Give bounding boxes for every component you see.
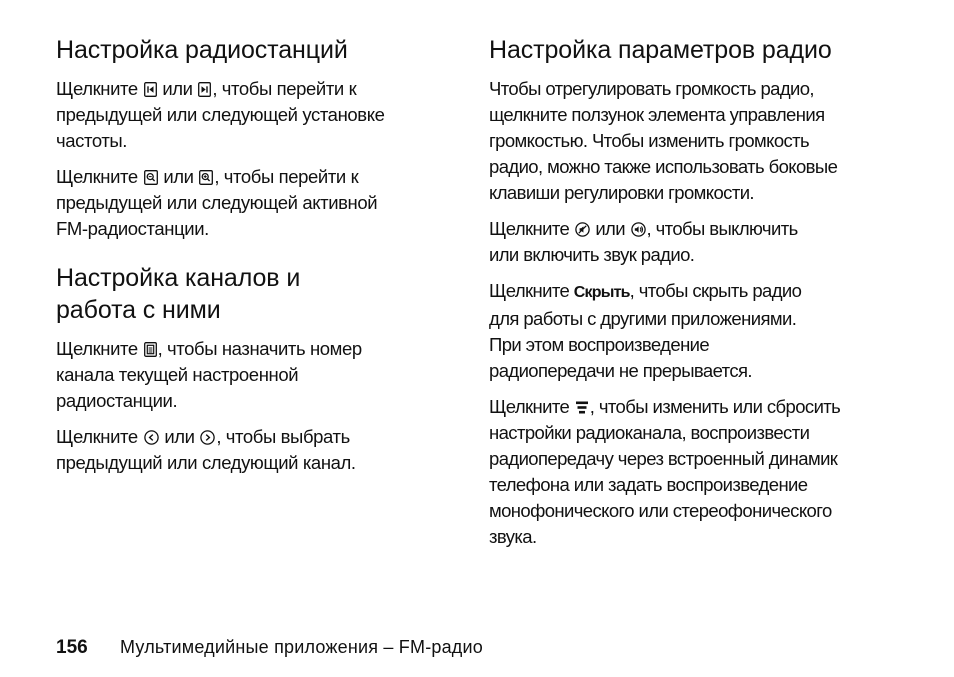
paragraph-seek-frequency: Щелкните или , чтобы перейти к предыдущей или следующей установке частоты. — [56, 78, 385, 151]
running-title: Мультимедийные приложения – FM-радио — [120, 637, 483, 657]
paragraph-volume: Чтобы отрегулировать громкость радио, щелкните ползунок элемента управления громкостью. Чтобы изменить громкость радио, можно также использовать боковые клавиши регулировки громкости. — [489, 78, 838, 203]
paragraph-seek-station: Щелкните или , чтобы перейти к предыдущей или следующей активной FM-радиостанции. — [56, 166, 378, 239]
scan-forward-icon — [199, 170, 213, 185]
heading-radio-settings: Настройка параметров радио — [489, 36, 832, 64]
paragraph-mute: Щелкните или , чтобы выключить или включить звук радио. — [489, 218, 798, 265]
right-column — [489, 34, 889, 560]
heading-station-tuning: Настройка радиостанций — [56, 36, 348, 64]
heading-channels: Настройка каналов и работа с ними — [56, 264, 301, 324]
preset-icon — [144, 342, 157, 357]
skip-back-icon — [144, 82, 157, 97]
hide-softkey-label: Скрыть — [573, 284, 630, 301]
mute-icon — [575, 222, 590, 237]
paragraph-assign-preset: Щелкните , чтобы назначить номер канала текущей настроенной радиостанции. — [56, 338, 362, 411]
skip-forward-icon — [198, 82, 211, 97]
paragraph-select-channel: Щелкните или , чтобы выбрать предыдущий или следующий канал. — [56, 426, 356, 473]
paragraph-hide: Щелкните Скрыть, чтобы скрыть радио для работы с другими приложениями. При этом воспроизведение радиопередачи не прерывается. — [489, 280, 802, 381]
circle-right-icon — [200, 430, 215, 445]
menu-icon — [575, 400, 589, 415]
page-number: 156 — [56, 637, 88, 658]
paragraph-menu: Щелкните , чтобы изменить или сбросить настройки радиоканала, воспроизвести радиопередачу через встроенный динамик телефона или задать воспроизведение монофонического или стереофонического звука. — [489, 396, 841, 547]
speaker-icon — [631, 222, 646, 237]
page-footer — [56, 634, 483, 661]
left-column — [56, 34, 446, 486]
scan-back-icon — [144, 170, 158, 185]
circle-left-icon — [144, 430, 159, 445]
